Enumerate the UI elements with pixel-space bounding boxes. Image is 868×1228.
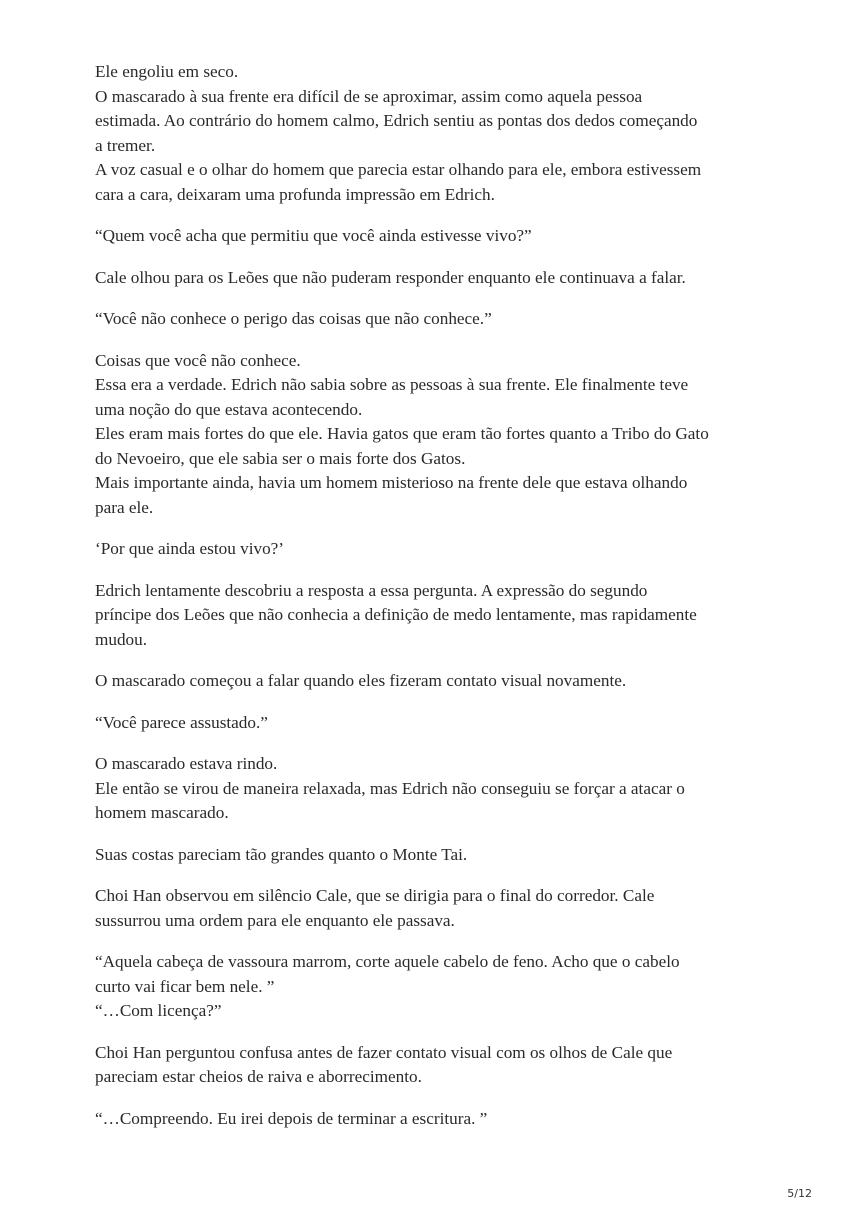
paragraph (95, 711, 785, 736)
paragraph (95, 307, 785, 332)
text-line: pareciam estar cheios de raiva e aborrecimento. (95, 1067, 422, 1086)
text-line: Coisas que você não conhece. (95, 350, 301, 370)
text-line: a tremer. (95, 135, 156, 155)
text-line: Suas costas pareciam tão grandes quanto o Monte Tai. (95, 844, 468, 864)
text-line: A voz casual e o olhar do homem que parecia estar olhando para ele, embora estivessem (95, 160, 702, 179)
text-line: curto vai ficar bem nele. ” (95, 976, 275, 996)
paragraph (95, 60, 785, 207)
text-line: homem mascarado. (95, 803, 229, 822)
paragraph (95, 224, 785, 249)
text-line: Cale olhou para os Leões que não puderam responder enquanto ele continuava a falar. (95, 267, 686, 287)
text-line: sussurrou uma ordem para ele enquanto ele passava. (95, 910, 455, 930)
text-line: para ele. (95, 497, 154, 517)
page-number: 5/12 (787, 1187, 812, 1200)
paragraph (95, 669, 785, 694)
paragraph (95, 537, 785, 562)
text-line: cara a cara, deixaram uma profunda impressão em Edrich. (95, 184, 495, 204)
paragraph (95, 843, 785, 868)
text-line: O mascarado começou a falar quando eles fizeram contato visual novamente. (95, 671, 627, 690)
text-line: Edrich lentamente descobriu a resposta a essa pergunta. A expressão do segundo (95, 580, 648, 600)
text-line: Essa era a verdade. Edrich não sabia sobre as pessoas à sua frente. Ele finalmente teve (95, 375, 689, 394)
text-line: Eles eram mais fortes do que ele. Havia gatos que eram tão fortes quanto a Tribo do Gato (95, 424, 709, 443)
paragraph (95, 349, 785, 521)
paragraph (95, 1041, 785, 1090)
paragraph (95, 579, 785, 653)
text-line: “Aquela cabeça de vassoura marrom, corte aquele cabelo de feno. Acho que o cabelo (95, 952, 680, 971)
paragraph (95, 266, 785, 291)
text-line: O mascarado à sua frente era difícil de se aproximar, assim como aquela pessoa (95, 86, 643, 106)
text-line: Ele então se virou de maneira relaxada, mas Edrich não conseguiu se forçar a atacar o (95, 778, 685, 798)
paragraph (95, 950, 785, 1024)
text-line: Ele engoliu em seco. (95, 62, 239, 81)
text-line: Mais importante ainda, havia um homem misterioso na frente dele que estava olhando (95, 473, 688, 492)
text-line: príncipe dos Leões que não conhecia a definição de medo lentamente, mas rapidamente (95, 605, 697, 624)
text-line: estimada. Ao contrário do homem calmo, Edrich sentiu as pontas dos dedos começando (95, 111, 698, 130)
text-line: ‘Por que ainda estou vivo?’ (95, 539, 285, 558)
paragraph (95, 884, 785, 933)
document-body (95, 60, 785, 1148)
paragraph (95, 1107, 785, 1132)
text-line: “…Com licença?” (95, 1001, 222, 1020)
paragraph (95, 752, 785, 826)
text-line: “…Compreendo. Eu irei depois de terminar a escritura. ” (95, 1108, 488, 1128)
text-line: “Quem você acha que permitiu que você ainda estivesse vivo?” (95, 226, 532, 245)
text-line: Choi Han observou em silêncio Cale, que se dirigia para o final do corredor. Cale (95, 886, 655, 905)
text-line: “Você parece assustado.” (95, 712, 268, 732)
text-line: O mascarado estava rindo. (95, 754, 278, 773)
text-line: uma noção do que estava acontecendo. (95, 399, 363, 419)
text-line: do Nevoeiro, que ele sabia ser o mais forte dos Gatos. (95, 448, 466, 468)
text-line: Choi Han perguntou confusa antes de fazer contato visual com os olhos de Cale que (95, 1042, 673, 1062)
text-line: mudou. (95, 629, 148, 649)
text-line: “Você não conhece o perigo das coisas que não conhece.” (95, 309, 492, 328)
